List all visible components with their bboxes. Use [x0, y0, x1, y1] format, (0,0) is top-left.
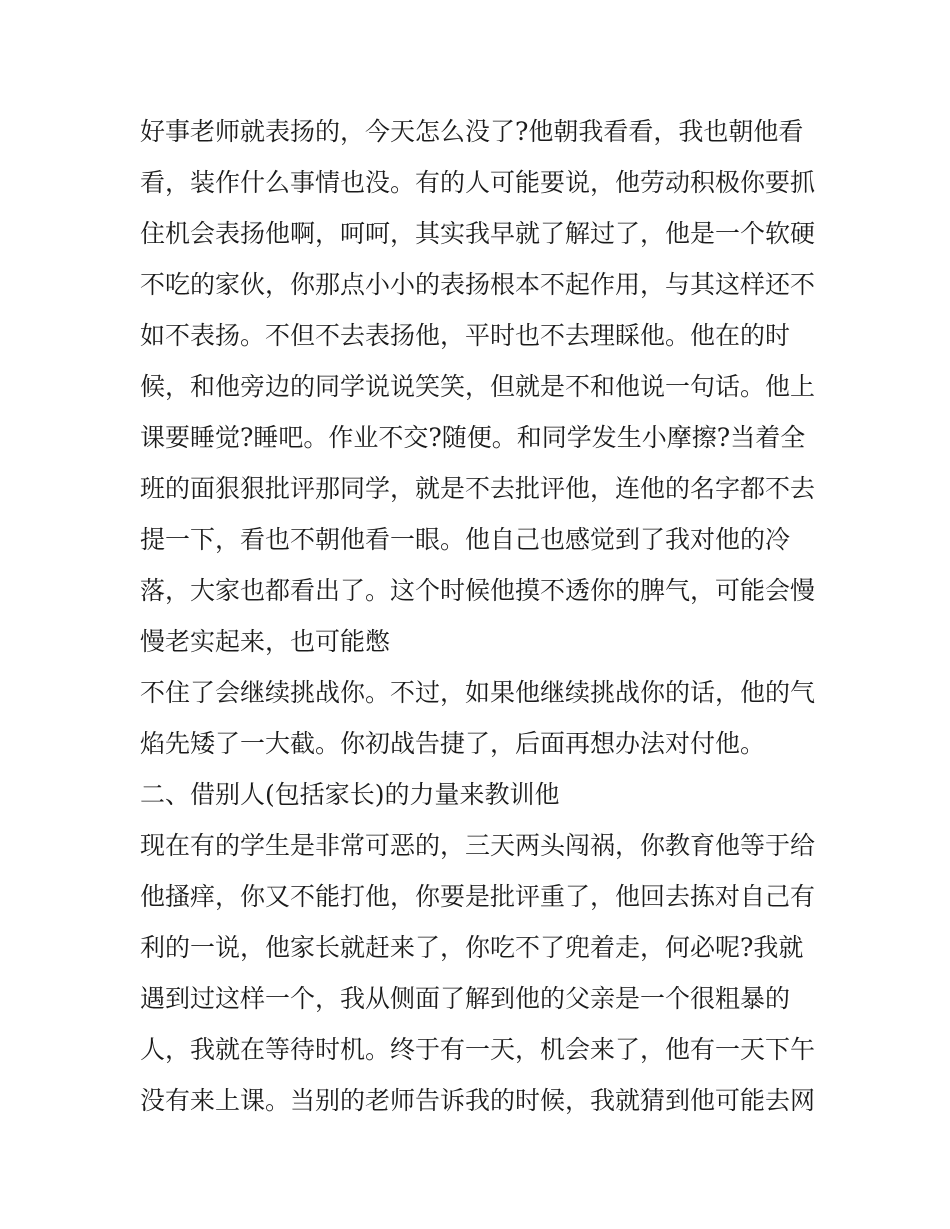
text-line: 现在有的学生是非常可恶的，三天两头闯祸，你教育他等于给	[140, 831, 816, 860]
text-line: 提一下，看也不朝他看一眼。他自己也感觉到了我对他的冷	[140, 525, 791, 554]
text-line: 好事老师就表扬的，今天怎么没了?他朝我看看，我也朝他看	[140, 117, 804, 146]
text-line: 班的面狠狠批评那同学，就是不去批评他，连他的名字都不去	[140, 474, 816, 503]
text-line: 不住了会继续挑战你。不过，如果他继续挑战你的话，他的气	[140, 678, 816, 707]
text-line: 不吃的家伙，你那点小小的表扬根本不起作用，与其这样还不	[140, 270, 816, 299]
text-line: 利的一说，他家长就赶来了，你吃不了兜着走，何必呢?我就	[140, 933, 804, 962]
section-heading: 二、借别人(包括家长)的力量来教训他	[140, 780, 560, 809]
text-line: 遇到过这样一个，我从侧面了解到他的父亲是一个很粗暴的	[140, 984, 791, 1013]
text-line: 焰先矮了一大截。你初战告捷了，后面再想办法对付他。	[140, 729, 766, 758]
text-line: 人，我就在等待时机。终于有一天，机会来了，他有一天下午	[140, 1035, 816, 1064]
text-line: 慢老实起来，也可能憋	[140, 627, 391, 656]
text-line: 没有来上课。当别的老师告诉我的时候，我就猜到他可能去网	[140, 1086, 816, 1115]
body-text	[140, 106, 820, 1126]
text-line: 住机会表扬他啊，呵呵，其实我早就了解过了，他是一个软硬	[140, 219, 816, 248]
text-line: 他搔痒，你又不能打他，你要是批评重了，他回去拣对自己有	[140, 882, 816, 911]
text-line: 课要睡觉?睡吧。作业不交?随便。和同学发生小摩擦?当着全	[140, 423, 806, 452]
text-line: 候，和他旁边的同学说说笑笑，但就是不和他说一句话。他上	[140, 372, 816, 401]
text-line: 落，大家也都看出了。这个时候他摸不透你的脾气，可能会慢	[140, 576, 816, 605]
text-line: 如不表扬。不但不去表扬他，平时也不去理睬他。他在的时	[140, 321, 791, 350]
text-line: 看，装作什么事情也没。有的人可能要说，他劳动积极你要抓	[140, 168, 816, 197]
